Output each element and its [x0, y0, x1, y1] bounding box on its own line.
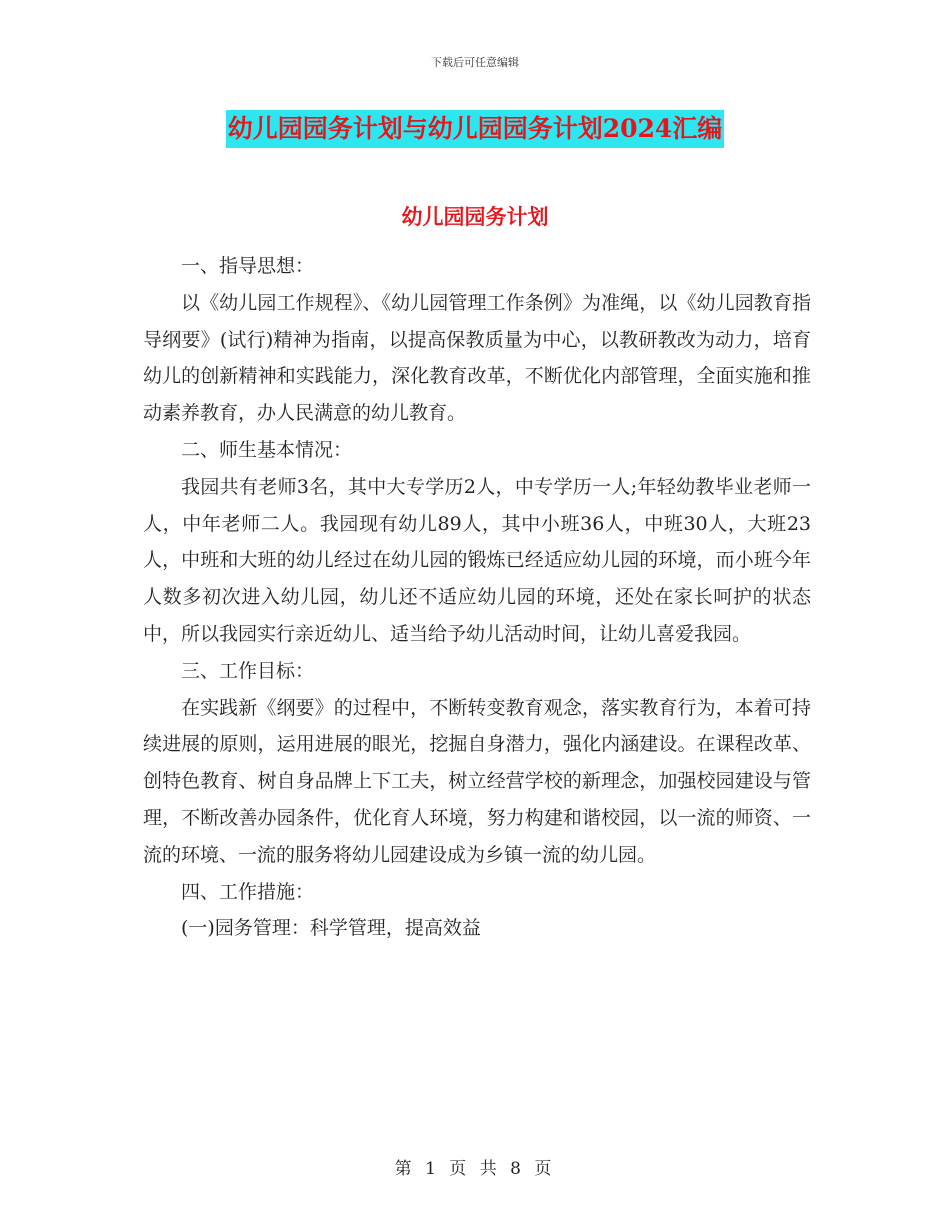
heading-guiding-ideology: 一、指导思想：: [181, 255, 315, 277]
header-note: 下载后可任意编辑: [431, 56, 519, 69]
section-title: 幼儿园园务计划: [401, 204, 549, 229]
subheading-garden-management: (一)园务管理：科学管理，提高效益: [181, 917, 481, 940]
heading-work-measures: 四、工作措施：: [181, 880, 315, 903]
main-title: 幼儿园园务计划与幼儿园园务计划2024汇编: [226, 110, 725, 148]
page-footer: 第 1 页 共 8 页: [394, 1159, 556, 1179]
heading-work-goals: 三、工作目标：: [181, 659, 315, 682]
main-title-container: [0, 110, 950, 148]
heading-basic-situation: 二、师生基本情况：: [181, 438, 353, 461]
paragraph-work-goals: 在实践新《纲要》的过程中，不断转变教育观念，落实教育行为，本着可持续进展的原则，运用进展的眼光，挖掘自身潜力，强化内涵建设。在课程改革、创特色教育、树自身品牌上下工夫，树立经营学校的新理念，加强校园建设与管理，不断改善办园条件，优化育人环境，努力构建和谐校园，以一流的师资、一流的环境、一流的服务将幼儿园建设成为乡镇一流的幼儿园。: [143, 696, 811, 866]
document-body: [143, 248, 811, 947]
paragraph-basic-situation: 我园共有老师3名，其中大专学历2人，中专学历一人;年轻幼教毕业老师一人，中年老师二人。我园现有幼儿89人，其中小班36人，中班30人，大班23人，中班和大班的幼儿经过在幼儿园的锻炼已经适应幼儿园的环境，而小班今年人数多初次进入幼儿园，幼儿还不适应幼儿园的环境，还处在家长呵护的状态中，所以我园实行亲近幼儿、适当给予幼儿活动时间，让幼儿喜爱我园。: [143, 475, 811, 645]
paragraph-guiding-ideology: 以《幼儿园工作规程》、《幼儿园管理工作条例》为准绳，以《幼儿园教育指导纲要》(试行)精神为指南，以提高保教质量为中心，以教研教改为动力，培育幼儿的创新精神和实践能力，深化教育改革，不断优化内部管理，全面实施和推动素养教育，办人民满意的幼儿教育。: [143, 291, 811, 425]
